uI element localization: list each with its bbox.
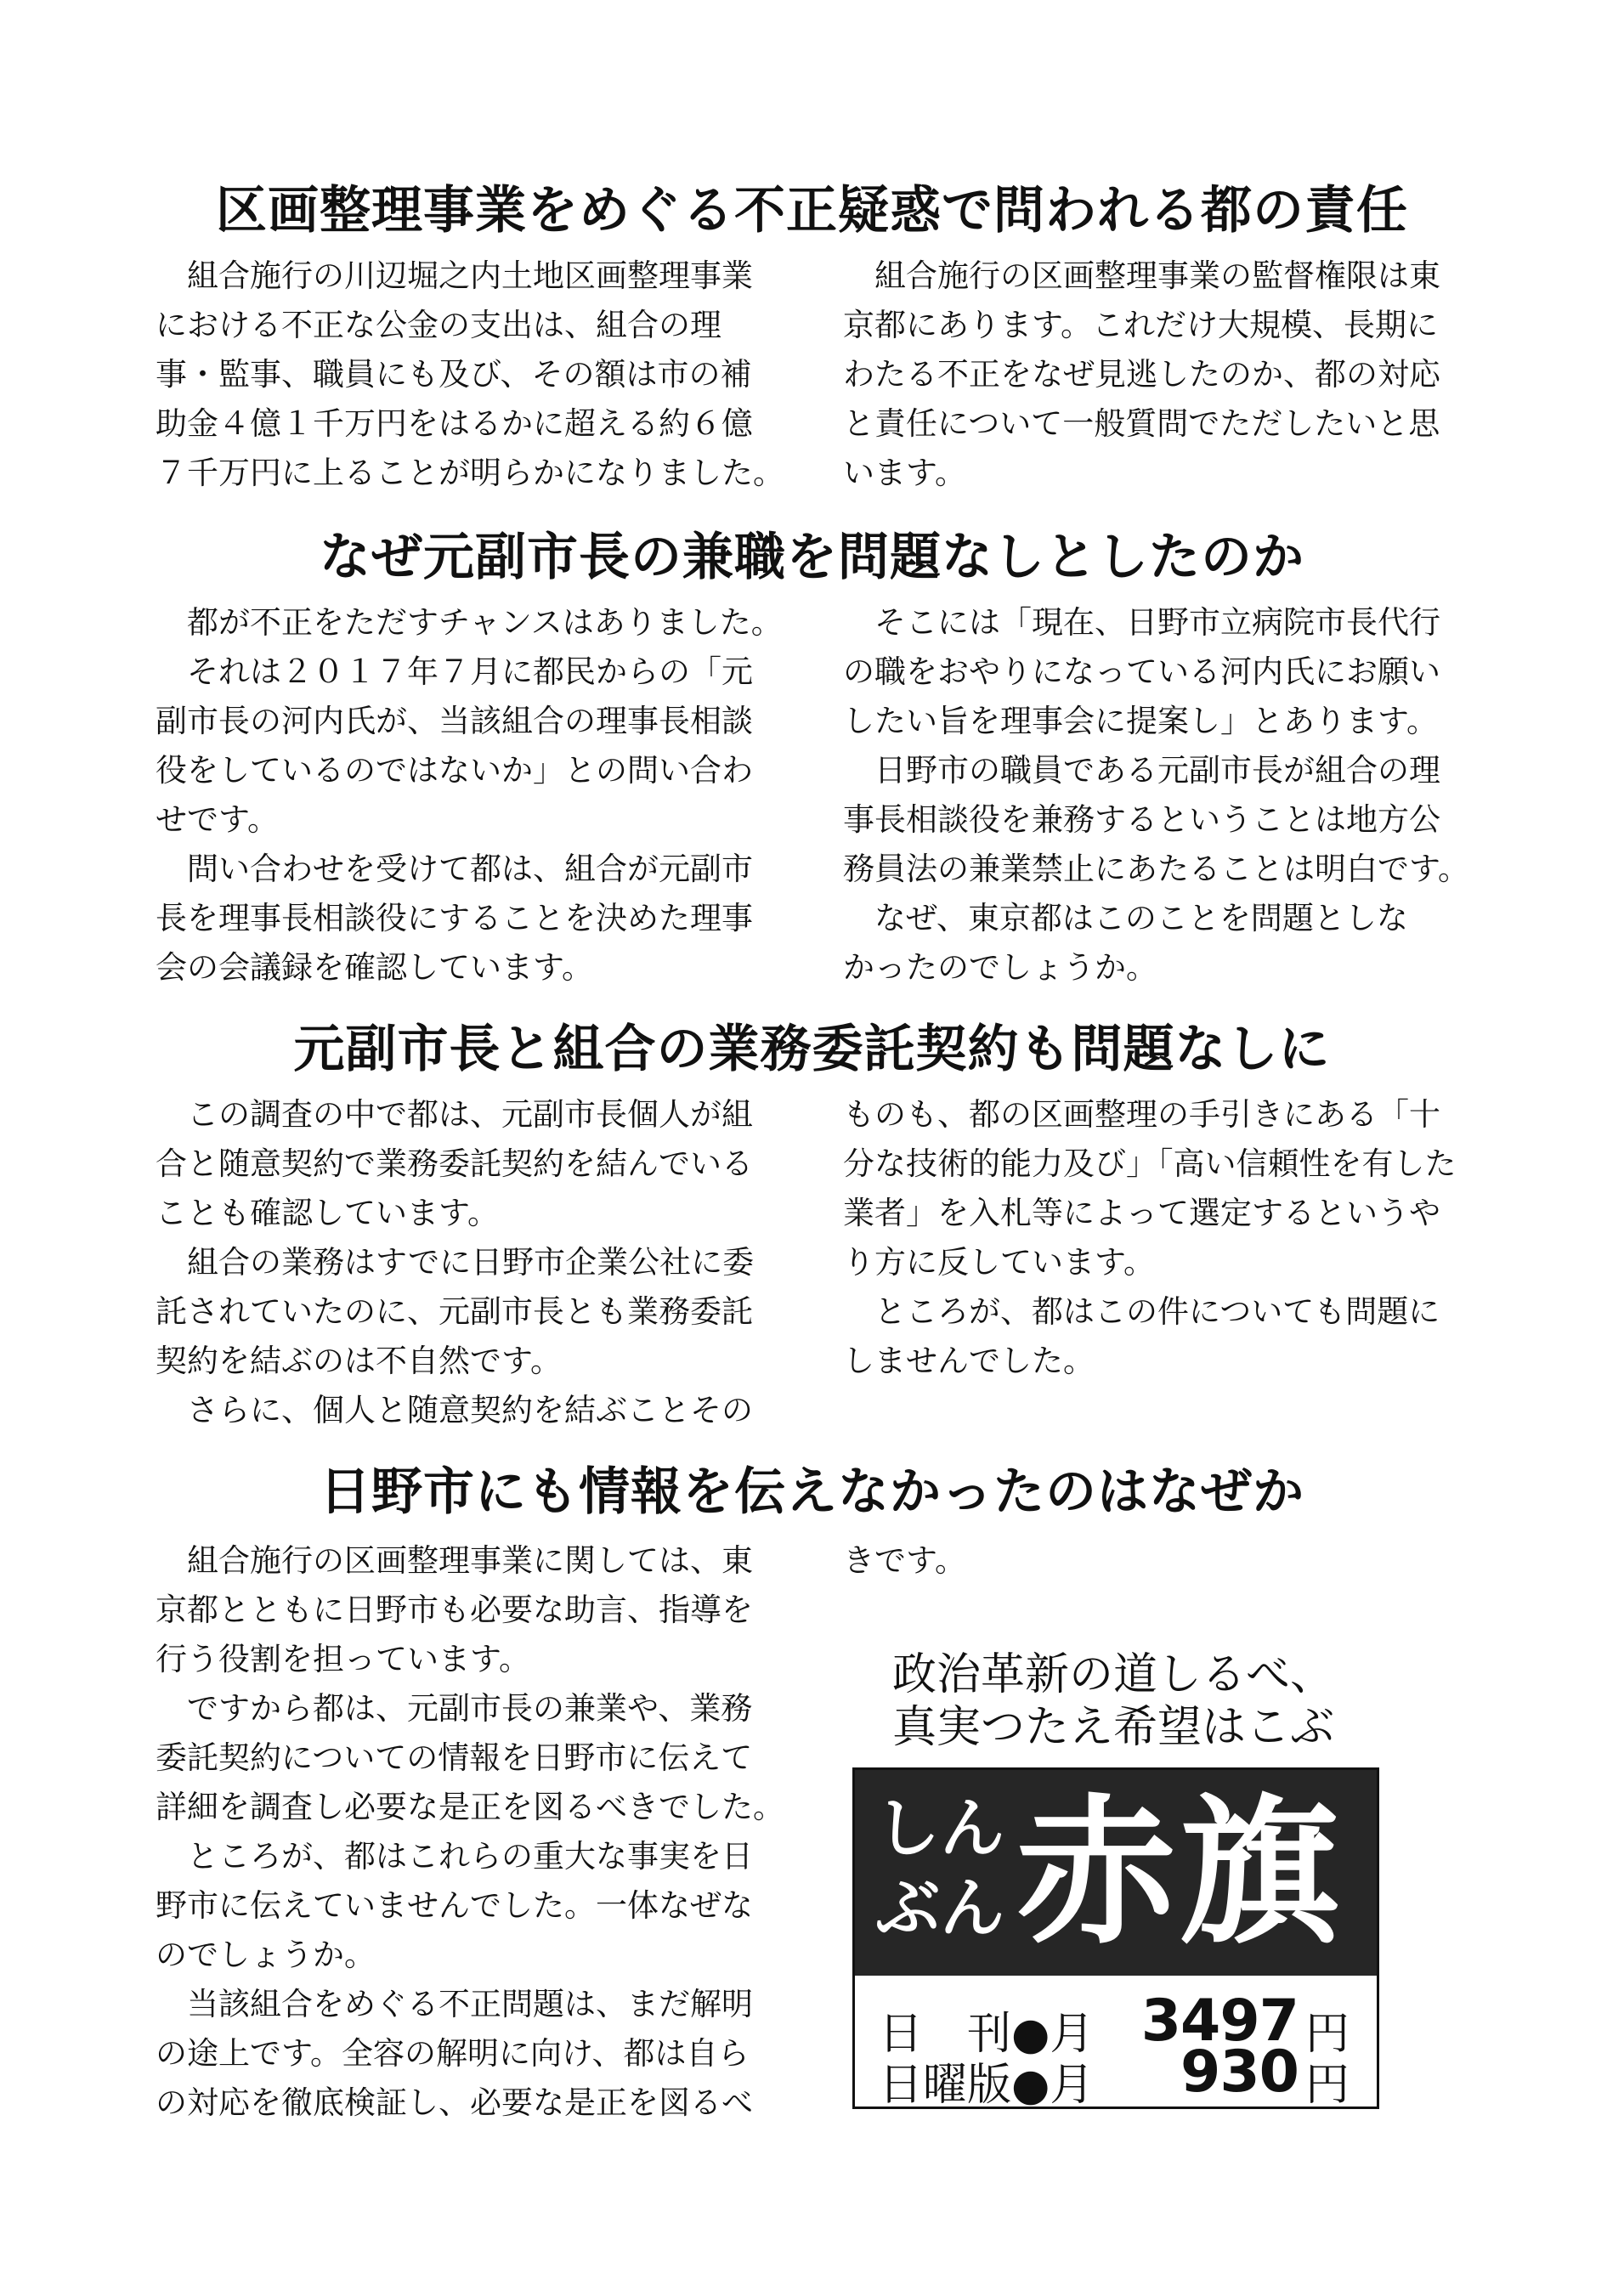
text-line: 日野市の職員である元副市長が組合の理	[843, 752, 1440, 789]
text-line: 都が不正をただすチャンスはありました。	[156, 604, 783, 641]
daily-price-amount: 3497	[1140, 1988, 1299, 2055]
text-line: この調査の中で都は、元副市長個人が組	[156, 1096, 753, 1133]
text-line: それは２０１７年７月に都民からの「元	[156, 653, 753, 690]
text-line: の対応を徹底検証し、必要な是正を図るべ	[156, 2084, 753, 2121]
ad-slogan-line-1: 政治革新の道しるべ、	[891, 1649, 1334, 1700]
sunday-price-row	[879, 2039, 1355, 2109]
text-line: 合と随意契約で業務委託契約を結んでいる	[156, 1145, 753, 1182]
text-line: ことも確認しています。	[156, 1195, 500, 1231]
text-line: における不正な公金の支出は、組合の理	[156, 307, 721, 343]
text-line: ものも、都の区画整理の手引きにある「十	[843, 1096, 1440, 1133]
text-line: 組合の業務はすでに日野市企業公社に委	[156, 1244, 755, 1281]
text-line: 京都にあります。これだけ大規模、長期に	[843, 307, 1439, 343]
daily-price-yen: 円	[1304, 2009, 1350, 2060]
text-line: 問い合わせを受けて都は、組合が元副市	[156, 851, 753, 887]
text-line: 助金４億１千万円をはるかに超える約６億	[156, 405, 753, 442]
text-line: ７千万円に上ることが明らかになりました。	[156, 455, 784, 491]
text-line: 契約を結ぶのは不自然です。	[156, 1343, 563, 1379]
text-line: 長を理事長相談役にすることを決めた理事	[156, 900, 753, 936]
text-line: 詳細を調査し必要な是正を図るべきでした。	[156, 1789, 784, 1825]
text-line: 務員法の兼業禁止にあたることは明白です。	[843, 851, 1470, 887]
text-line: 行う役割を担っています。	[156, 1641, 531, 1677]
text-line: 組合施行の区画整理事業に関しては、東	[156, 1542, 753, 1579]
text-line: しませんでした。	[843, 1343, 1095, 1379]
text-line: 業者」を入札等によって選定するというや	[843, 1195, 1440, 1231]
text-line: 委託契約についての情報を日野市に伝えて	[156, 1739, 753, 1776]
text-line: 事長相談役を兼務するということは地方公	[843, 801, 1440, 838]
text-line: ところが、都はこれらの重大な事実を日	[156, 1838, 753, 1875]
shinbun-logo-text	[875, 1789, 1004, 1948]
section-3-title: 元副市長と組合の業務委託契約も問題なしに	[293, 1020, 1331, 1079]
sunday-price-amount: 930	[1180, 2039, 1299, 2106]
akahata-logo: 赤旗	[1016, 1779, 1343, 1966]
text-line: 託されていたのに、元副市長とも業務委託	[156, 1293, 753, 1330]
text-line: の途上です。全容の解明に向け、都は自ら	[156, 2035, 750, 2072]
text-line: 組合施行の川辺堀之内土地区画整理事業	[156, 257, 753, 294]
text-line: います。	[843, 455, 967, 491]
text-line: ところが、都はこの件についても問題に	[843, 1293, 1440, 1330]
section-4-left-column	[156, 1536, 797, 2128]
text-line: 会の会議録を確認しています。	[156, 949, 594, 986]
text-line: 役をしているのではないか」との問い合わ	[156, 752, 753, 789]
section-1-title: 区画整理事業をめぐる不正疑惑で問われる都の責任	[216, 181, 1408, 240]
text-line: そこには「現在、日野市立病院市長代行	[843, 604, 1440, 641]
ad-slogan-line-2: 真実つたえ希望はこぶ	[891, 1702, 1334, 1753]
section-4-right-column	[843, 1536, 1506, 1586]
section-2-title: なぜ元副市長の兼職を問題なしとしたのか	[320, 528, 1304, 587]
text-line: と責任について一般質問でただしたいと思	[843, 405, 1440, 442]
text-line: かったのでしょうか。	[843, 949, 1157, 986]
section-3-left-column	[156, 1090, 797, 1435]
text-line: なぜ、東京都はこのことを問題としな	[843, 900, 1408, 936]
text-line: したい旨を理事会に提案し」とあります。	[843, 703, 1439, 739]
section-2-left-column	[156, 598, 797, 992]
section-1-right-column	[843, 252, 1506, 498]
section-3-right-column	[843, 1090, 1506, 1386]
text-line: ですから都は、元副市長の兼業や、業務	[156, 1690, 753, 1727]
shinbun-line-1: しん	[875, 1790, 1004, 1866]
sunday-price-label: 日曜版●月	[879, 2060, 1095, 2109]
daily-price-label: 日 刊●月	[879, 2009, 1095, 2060]
section-1-left-column	[156, 252, 797, 498]
text-line: 組合施行の区画整理事業の監督権限は東	[843, 257, 1440, 294]
sunday-price-yen: 円	[1304, 2060, 1350, 2109]
text-line: きです。	[843, 1542, 967, 1579]
text-line: 当該組合をめぐる不正問題は、まだ解明	[156, 1986, 753, 2022]
text-line: の職をおやりになっている河内氏にお願い	[843, 653, 1440, 690]
text-line: 京都とともに日野市も必要な助言、指導を	[156, 1592, 753, 1628]
text-line: 野市に伝えていませんでした。一体なぜな	[156, 1887, 753, 1924]
text-line: 副市長の河内氏が、当該組合の理事長相談	[156, 703, 753, 739]
text-line: 事・監事、職員にも及び、その額は市の補	[156, 356, 752, 393]
text-line: わたる不正をなぜ見逃したのか、都の対応	[843, 356, 1440, 393]
section-2-right-column	[843, 598, 1506, 992]
akahata-ad-box	[852, 1767, 1379, 2109]
shinbun-line-2: ぶん	[875, 1870, 1004, 1946]
text-line: のでしょうか。	[156, 1937, 376, 1973]
text-line: 分な技術的能力及び」「高い信頼性を有した	[843, 1145, 1457, 1182]
text-line: せです。	[156, 801, 280, 838]
section-4-title: 日野市にも情報を伝えなかったのはなぜか	[320, 1462, 1304, 1522]
akahata-logo-panel	[855, 1770, 1377, 1976]
text-line: さらに、個人と随意契約を結ぶことその	[156, 1392, 753, 1428]
text-line: り方に反しています。	[843, 1244, 1156, 1281]
